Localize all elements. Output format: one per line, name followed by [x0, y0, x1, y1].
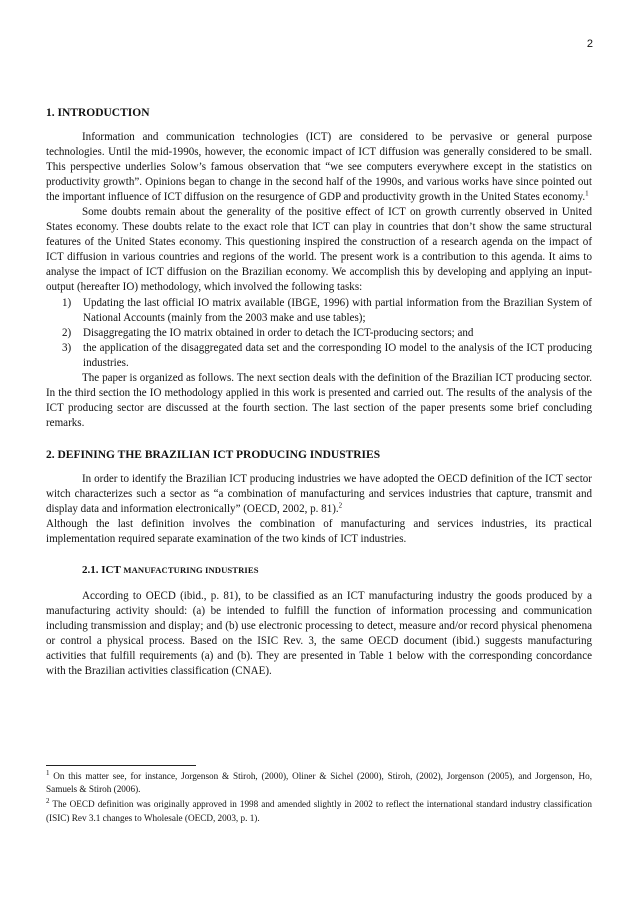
section-heading-introduction: 1. INTRODUCTION	[46, 107, 150, 119]
defining-paragraph-1-continued: Although the last definition involves the combination of manufacturing and services industries, its practical implementation required separate examination of the two kinds of ICT industries.	[46, 518, 592, 546]
footnote-2: $^2$ The OECD definition was originally approved in 1998 and amended slightly in 2002 to reflect the international standard industry classification (ISIC) Rev 3.1 changes to Wholesale (OECD, 2003, p. 1).	[46, 797, 592, 823]
list-item: 2) Disaggregating the IO matrix obtained in order to detach the ICT-producing sectors; and	[46, 326, 592, 341]
list-marker: 1)	[62, 296, 72, 309]
list-marker: 3)	[62, 341, 72, 354]
list-item: 1) Updating the last official IO matrix available (IBGE, 1996) with partial information from the Brazilian System of National Accounts (mainly from the 2003 make and use tables);	[62, 296, 592, 324]
page-number: 2	[586, 38, 593, 50]
intro-paragraph-2: Some doubts remain about the generality of the positive effect of ICT on growth currently observed in United States economy. These doubts relate to the exact role that ICT can play in countries that don’t show the same structural features of the United States economy. This questioning inspired the construction of a research agenda on the impact of ICT diffusion in various countries and regions of the world. The present work is a contribution to this agenda. It aims to analyse the impact of ICT diffusion on the Brazilian economy. We accomplish this by developing and applying an input-output (hereafter IO) methodology, which involved the following tasks:	[46, 206, 592, 294]
footnote-ref-1[interactable]: 1	[585, 189, 589, 198]
defining-paragraph-2: According to OECD (ibid., p. 81), to be classified as an ICT manufacturing industry the goods produced by a manufacturing activity should: (a) be intended to fulfill the function of information processing and communication including transmission and display; and (b) use electronic processing to detect, measure and/or record physical phenomena or control a physical process. Based on the ISIC Rev. 3, the same OECD document (ibid.) suggests manufacturing activities that fulfill requirements (a) and (b). They are presented in Table 1 below with the corresponding concordance with the Brazilian activities classification (CNAE).	[46, 590, 592, 678]
list-item: 3) the application of the disaggregated data set and the corresponding IO model to the analysis of the ICT producing industries.	[62, 341, 592, 369]
intro-paragraph-3: The paper is organized as follows. The next section deals with the definition of the Brazilian ICT producing sector. In the third section the IO methodology applied in this work is presented and carried out. The results of the analysis of the ICT producing sector are discussed at the fourth section. The last section of the paper presents some brief concluding remarks.	[46, 371, 592, 429]
defining-paragraph-1: In order to identify the Brazilian ICT producing industries we have adopted the OECD definition of the ICT sector witch characterizes such a sector as “a combination of manufacturing and services industries that capture, transmit and display data and information electronically” (OECD, 2002, p. 81).$^2$	[46, 472, 592, 516]
document-body	[46, 100, 592, 679]
footnote-divider	[46, 765, 196, 766]
task-list	[46, 296, 592, 371]
list-marker: 2)	[62, 326, 72, 339]
footnote-1: $^1$ On this matter see, for instance, Jorgenson & Stiroh, (2000), Oliner & Sichel (2000), Stiroh, (2002), Jorgenson (2005), and Jorgenson, Ho, Samuels & Stiroh (2006).	[46, 768, 592, 795]
subsection-heading-ict-manufacturing: 2.1. ICT MANUFACTURING INDUSTRIES	[82, 564, 259, 577]
intro-paragraph-1: Information and communication technologies (ICT) are considered to be pervasive or general purpose technologies. Until the mid-1990s, however, the economic impact of ICT diffusion was generally considered to be small. This perspective underlies Solow’s famous observation that “we see computers everywhere except in the statistics on productivity growth”. Opinions began to change in the second half of the 1990s, and various works have since pointed out the important influence of ICT diffusion on the resurgence of GDP and productivity growth in the United States economy.$^1$	[46, 131, 592, 204]
footnotes	[46, 765, 592, 827]
section-heading-defining: 2. DEFINING THE BRAZILIAN ICT PRODUCING INDUSTRIES	[46, 448, 381, 461]
footnote-ref-2[interactable]: 2	[338, 501, 343, 510]
